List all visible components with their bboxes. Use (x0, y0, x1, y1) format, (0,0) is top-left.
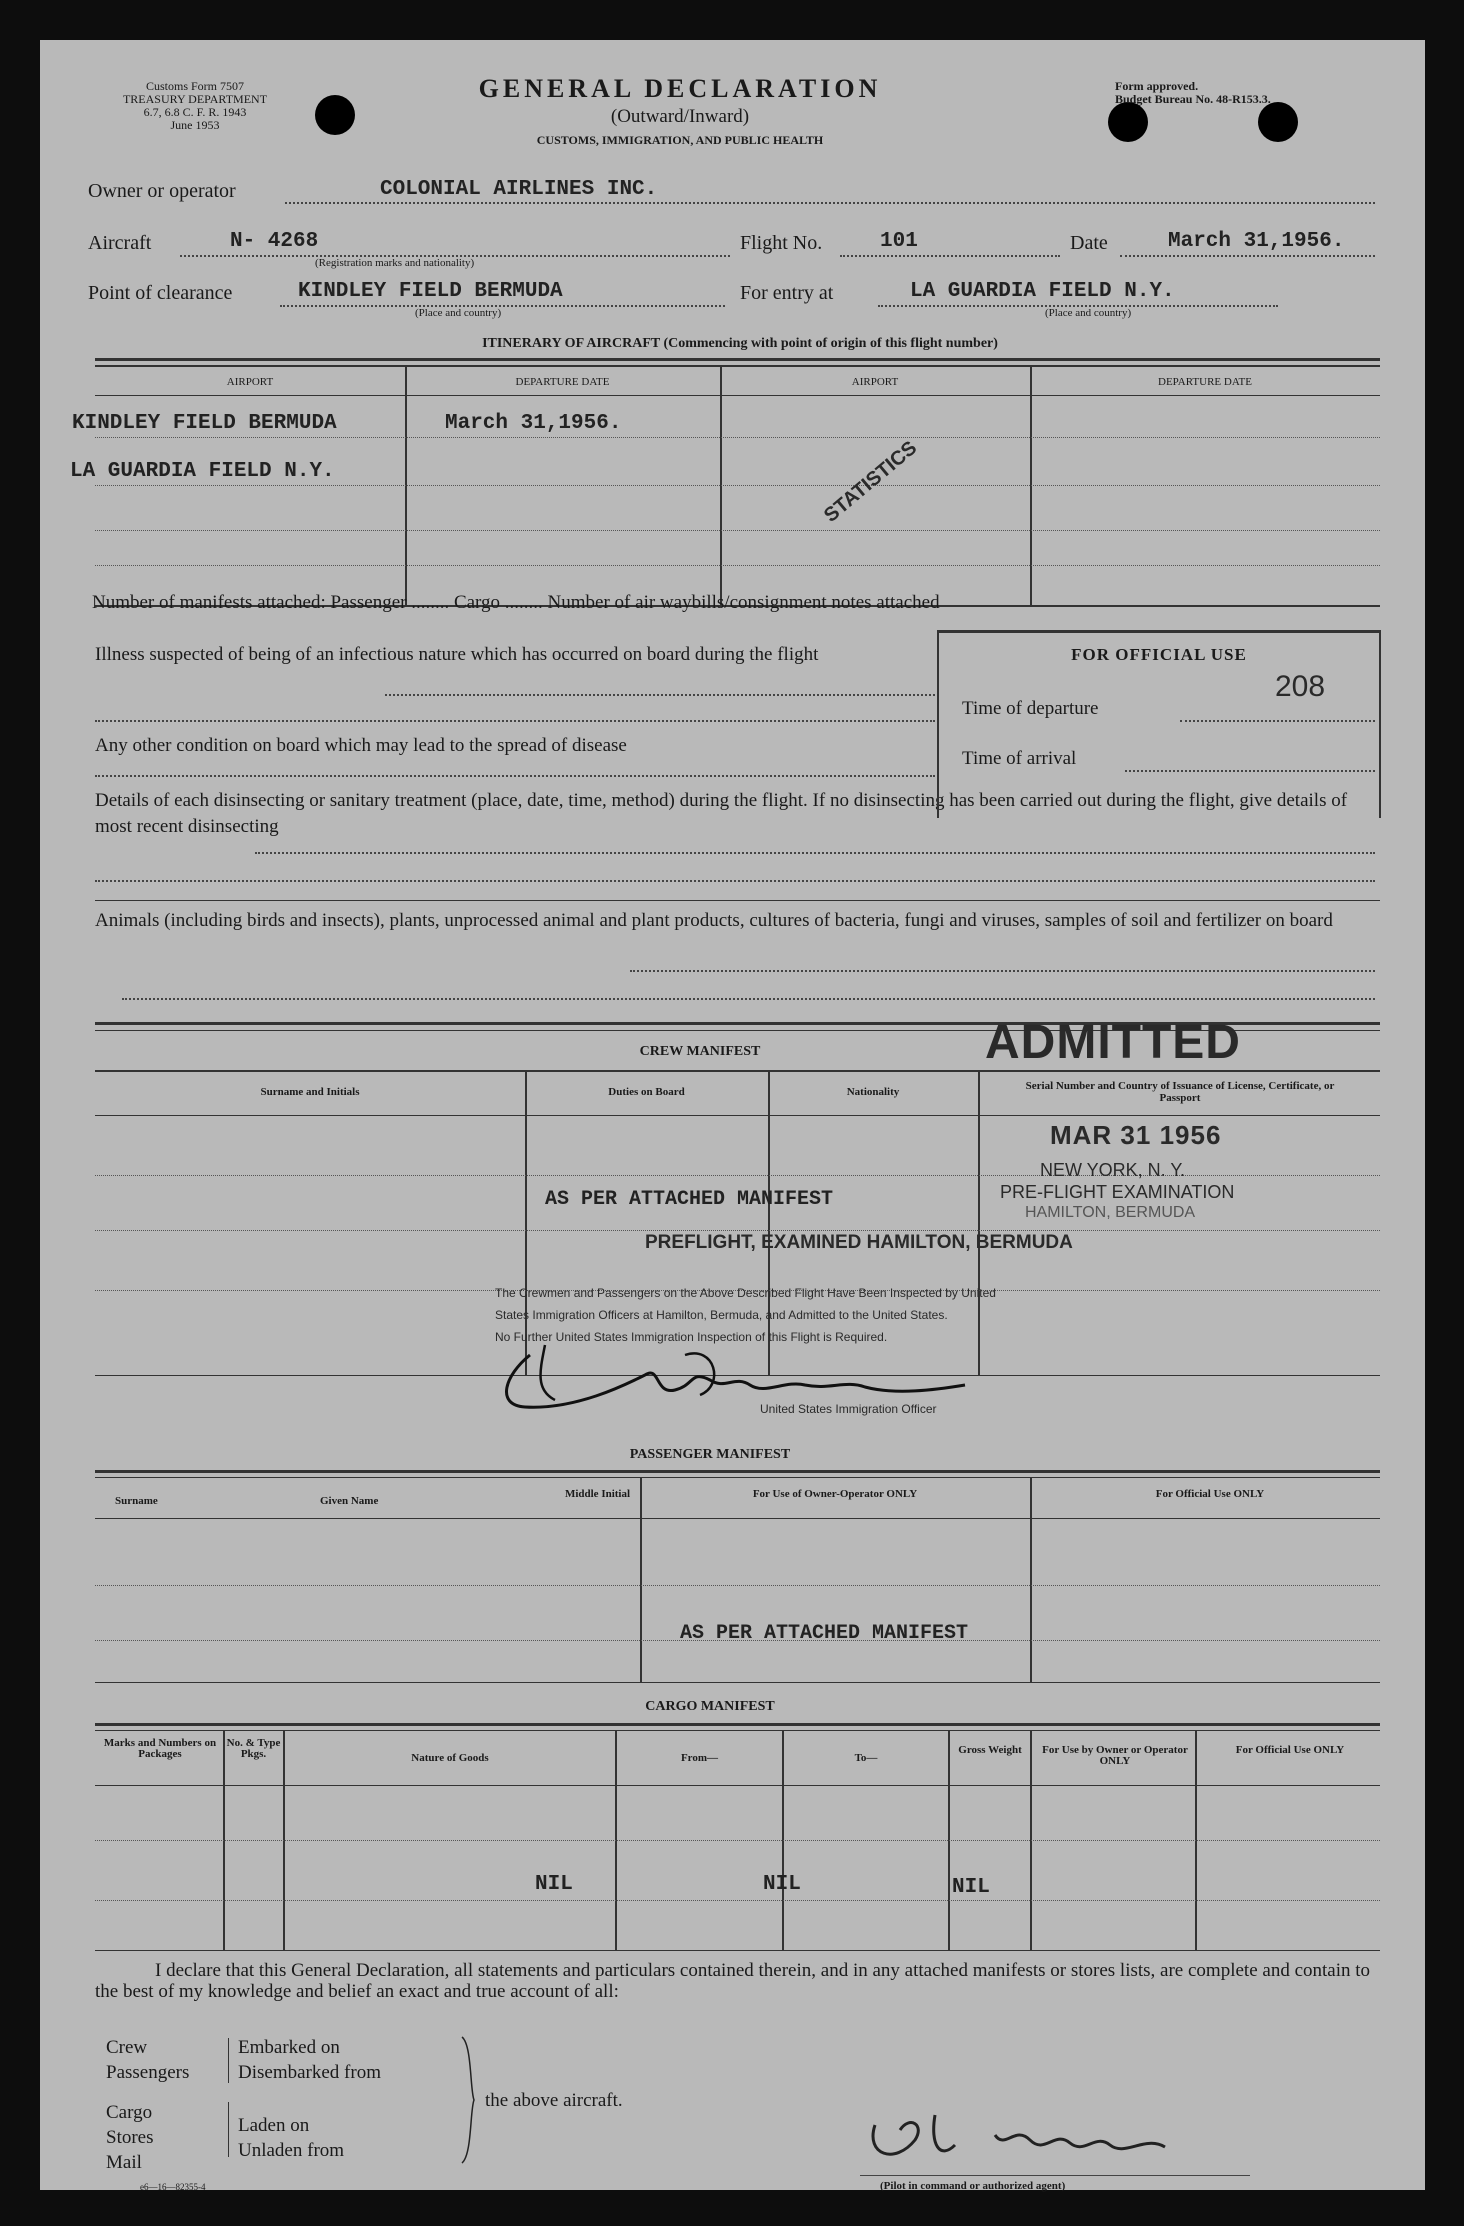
officer-label: United States Immigration Officer (760, 1402, 937, 1416)
cargo-heading: CARGO MANIFEST (645, 1699, 775, 1714)
departure-label: Time of departure (962, 698, 1099, 719)
cargo-col-marks: Marks and Numbers on Packages (103, 1737, 217, 1760)
itinerary-col-airport: AIRPORT (226, 376, 274, 388)
inspection-text: The Crewmen and Passengers on the Above Described Flight Have Been Inspected by United States Immigration Officers at Hamilton, Bermuda, and Admitted to the United States. No Further United States Immigration Inspection of this Flight is Required. (495, 1286, 996, 1344)
aircraft-label: Aircraft (88, 232, 152, 254)
group1-actions: Embarked on Disembarked from (238, 2037, 381, 2083)
entry-label: For entry at (740, 282, 834, 304)
stamp-exam: PRE-FLIGHT EXAMINATION (1000, 1182, 1235, 1202)
flight-value: 101 (880, 230, 918, 253)
itinerary-col-date-2: DEPARTURE DATE (1158, 376, 1252, 388)
punch-hole (1258, 102, 1298, 142)
statistics-stamp: STATISTICS (820, 436, 922, 527)
condition-text: Any other condition on board which may lead to the spread of disease (95, 735, 627, 756)
punch-hole (1108, 102, 1148, 142)
itinerary-col-date: DEPARTURE DATE (515, 376, 610, 388)
arrival-label: Time of arrival (962, 748, 1077, 769)
crew-col-nationality: Nationality (846, 1086, 900, 1098)
punch-hole (315, 95, 355, 135)
stamp-date: MAR 31 1956 (1050, 1120, 1222, 1150)
admitted-stamp: ADMITTED (985, 1016, 1241, 1069)
cargo-weight: NIL (952, 1876, 990, 1899)
itinerary-heading: ITINERARY OF AIRCRAFT (Commencing with point of origin of this flight number) (482, 336, 998, 351)
animals-text: Animals (including birds and insects), plants, unprocessed animal and plant products, cultures of bacteria, fungi and viruses, samples of soil and fertilizer on board (95, 910, 1333, 931)
clearance-value: KINDLEY FIELD BERMUDA (298, 280, 563, 303)
cargo-col-nature: Nature of Goods (411, 1752, 489, 1764)
entry-note: (Place and country) (1045, 307, 1132, 319)
form-approval: Form approved. Budget Bureau No. 48-R153.3. (1115, 79, 1271, 106)
date-label: Date (1070, 232, 1108, 254)
pilot-signature (855, 2085, 1275, 2175)
form-agencies: CUSTOMS, IMMIGRATION, AND PUBLIC HEALTH (536, 133, 824, 147)
crew-entry: AS PER ATTACHED MANIFEST (545, 1188, 834, 1211)
preflight-stamp: PREFLIGHT, EXAMINED HAMILTON, BERMUDA (645, 1232, 1073, 1253)
brace (460, 2035, 480, 2165)
clearance-note: (Place and country) (415, 307, 502, 319)
stamp-hamilton: HAMILTON, BERMUDA (1025, 1204, 1196, 1221)
cargo-col-owner: For Use by Owner or Operator ONLY (1042, 1744, 1188, 1767)
group1-subjects: Crew Passengers (106, 2037, 190, 2083)
cargo-col-weight: Gross Weight (958, 1744, 1022, 1756)
signature-label: (Pilot in command or authorized agent) (880, 2180, 1066, 2192)
aircraft-note: (Registration marks and nationality) (315, 257, 475, 269)
group2-subjects: Cargo Stores Mail (106, 2102, 154, 2173)
declaration-text: I declare that this General Declaration, all statements and particulars contained therein, and in any attached manifests or stores lists, are complete and contain to the best of my knowledge and belief an exact and true account of all: (95, 1960, 1371, 2002)
cargo-col-pkgs: No. & Type Pkgs. (226, 1737, 281, 1760)
illness-text: Illness suspected of being of an infectious nature which has occurred on board during the flight (95, 644, 819, 665)
clearance-label: Point of clearance (88, 282, 233, 304)
form-id: Customs Form 7507 TREASURY DEPARTMENT 6.7, 6.8 C. F. R. 1943 June 1953 (122, 79, 268, 132)
cargo-to: NIL (763, 1873, 801, 1896)
crew-col-serial: Serial Number and Country of Issuance of License, Certificate, or Passport (1025, 1080, 1335, 1104)
official-use-heading: FOR OFFICIAL USE (1071, 645, 1247, 664)
cargo-nature: NIL (535, 1873, 573, 1896)
itinerary-row-2-airport: LA GUARDIA FIELD N.Y. (70, 460, 335, 483)
declaration-form (40, 40, 1425, 2190)
aircraft-text: the above aircraft. (485, 2090, 623, 2111)
stamp-place: NEW YORK, N. Y. (1040, 1160, 1186, 1180)
disinsecting-text: Details of each disinsecting or sanitary treatment (place, date, time, method) during the flight. If no disinsecting has been carried out during the flight, give details of most recent disinsecting (95, 790, 1348, 837)
passenger-heading: PASSENGER MANIFEST (629, 1447, 791, 1462)
crew-col-duties: Duties on Board (608, 1086, 685, 1098)
date-value: March 31,1956. (1168, 230, 1345, 253)
passenger-col-official: For Official Use ONLY (1155, 1488, 1265, 1500)
passenger-col-surname: Surname (115, 1495, 158, 1507)
form-subtitle: (Outward/Inward) (610, 106, 750, 127)
passenger-entry: AS PER ATTACHED MANIFEST (680, 1622, 969, 1645)
crew-col-name: Surname and Initials (260, 1086, 360, 1098)
flight-label: Flight No. (740, 232, 823, 254)
passenger-col-owner: For Use of Owner-Operator ONLY (752, 1488, 918, 1500)
entry-value: LA GUARDIA FIELD N.Y. (910, 280, 1175, 303)
group2-actions: Laden on Unladen from (238, 2115, 345, 2161)
cargo-col-official: For Official Use ONLY (1235, 1744, 1345, 1756)
crew-heading: CREW MANIFEST (639, 1044, 761, 1059)
passenger-col-middle: Middle Initial (564, 1488, 631, 1500)
passenger-col-given: Given Name (320, 1495, 379, 1507)
itinerary-row-1-airport: KINDLEY FIELD BERMUDA (72, 412, 337, 435)
official-use-box (937, 630, 1381, 818)
form-title: GENERAL DECLARATION (478, 74, 882, 103)
manifests-attached: Number of manifests attached: Passenger ........ Cargo ........ Number of air waybills/consignment notes attached (92, 592, 940, 613)
aircraft-value: N- 4268 (230, 230, 319, 253)
cargo-col-to: To— (854, 1752, 878, 1764)
cargo-col-from: From— (680, 1752, 719, 1764)
itinerary-col-airport-2: AIRPORT (851, 376, 899, 388)
owner-value: COLONIAL AIRLINES INC. (380, 178, 658, 201)
official-use-number: 208 (1275, 670, 1326, 703)
owner-label: Owner or operator (88, 180, 236, 202)
print-code: e6—16—82355-4 (140, 2182, 206, 2192)
itinerary-row-1-date: March 31,1956. (445, 412, 622, 435)
